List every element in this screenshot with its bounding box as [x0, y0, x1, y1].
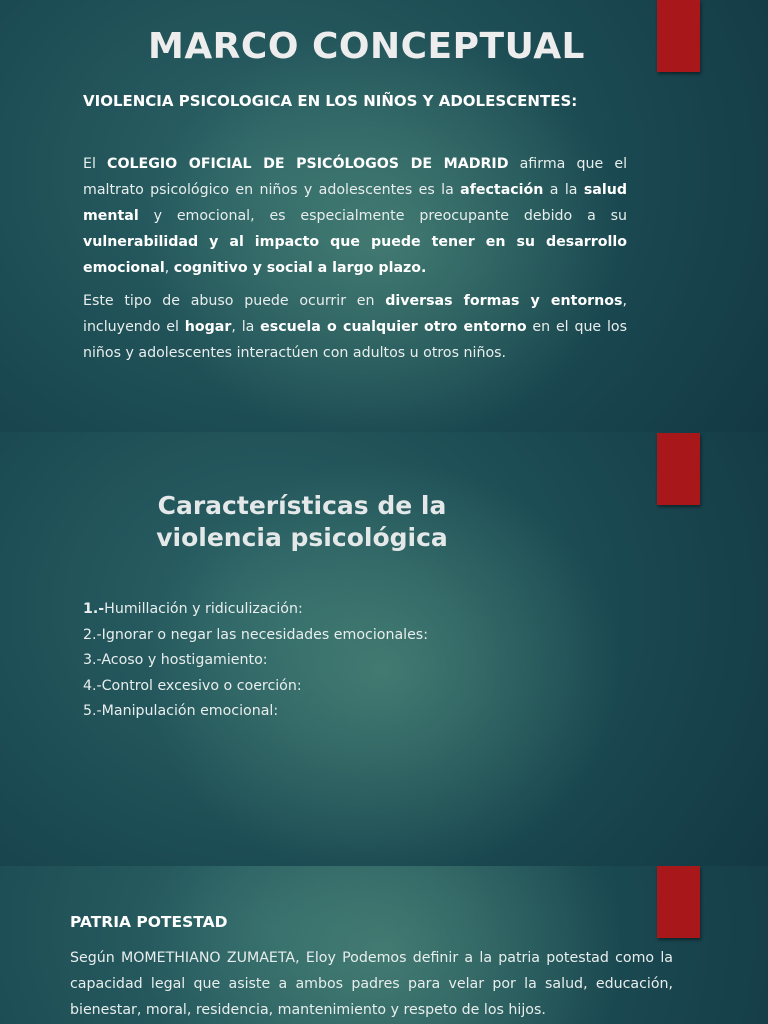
- bold-run: salud mental: [83, 182, 627, 224]
- section-heading: PATRIA POTESTAD: [70, 913, 228, 931]
- list-item: [83, 674, 428, 700]
- text-run: afirma que el maltrato psicológico en niños y adolescentes es la: [83, 156, 628, 198]
- list-item-text: 3.-Acoso y hostigamiento:: [83, 652, 268, 668]
- list-item-number: 1.-: [83, 601, 105, 617]
- text-run: en el que los niños y adolescentes interactúen con adultos u otros niños.: [83, 319, 627, 361]
- red-accent-tab: [657, 433, 700, 505]
- list-item-text: Humillación y ridiculización:: [104, 601, 303, 617]
- bold-run: afectación: [460, 182, 544, 198]
- slide-patria-potestad: [0, 866, 768, 1024]
- list-item-text: 5.-Manipulación emocional:: [83, 703, 279, 719]
- text-run: Este tipo de abuso puede ocurrir en: [83, 293, 386, 309]
- text-run: a la: [543, 182, 584, 198]
- list-item-text: 4.-Control excesivo o coerción:: [83, 677, 302, 694]
- red-accent-tab: [657, 0, 700, 72]
- list-item: [83, 623, 428, 649]
- text-run: , incluyendo el: [83, 293, 627, 335]
- paragraph-patria-potestad: Según MOMETHIANO ZUMAETA, Eloy Podemos definir a la patria potestad como la capacidad legal que asiste a ambos padres para velar por la salud, educación, bienestar, moral, residencia, mantenimiento y respeto de los hijos.: [70, 950, 673, 1018]
- red-accent-tab: [657, 866, 700, 938]
- characteristics-list: [83, 597, 428, 725]
- slide-caracteristicas: [0, 432, 768, 866]
- bold-run: escuela o cualquier otro entorno: [260, 319, 527, 335]
- section-subtitle: VIOLENCIA PSICOLOGICA EN LOS NIÑOS Y ADOLESCENTES:: [83, 92, 578, 110]
- slide-marco-conceptual: [0, 0, 768, 432]
- text-run: , la: [231, 319, 261, 335]
- text-run: y emocional, es especialmente preocupante debido a su: [138, 208, 627, 224]
- slide-title: Características de la violencia psicológica: [156, 491, 448, 552]
- paragraph-colegio: [83, 151, 627, 281]
- bold-run: diversas formas y entornos: [385, 293, 623, 309]
- list-item: [83, 699, 428, 725]
- paragraph-formas: [83, 288, 627, 366]
- text-run: ,: [164, 260, 174, 276]
- bold-run: cognitivo y social a largo plazo.: [173, 260, 427, 276]
- list-item: [83, 597, 428, 623]
- bold-run: COLEGIO OFICIAL DE PSICÓLOGOS DE MADRID: [107, 156, 509, 172]
- list-item-text: 2.-Ignorar o negar las necesidades emocionales:: [83, 626, 428, 643]
- bold-run: hogar: [184, 319, 232, 335]
- text-run: El: [83, 156, 108, 172]
- bold-run: vulnerabilidad y al impacto que puede tener en su desarrollo emocional: [83, 234, 627, 276]
- list-item: [83, 648, 428, 674]
- slide-title: MARCO CONCEPTUAL: [148, 26, 585, 67]
